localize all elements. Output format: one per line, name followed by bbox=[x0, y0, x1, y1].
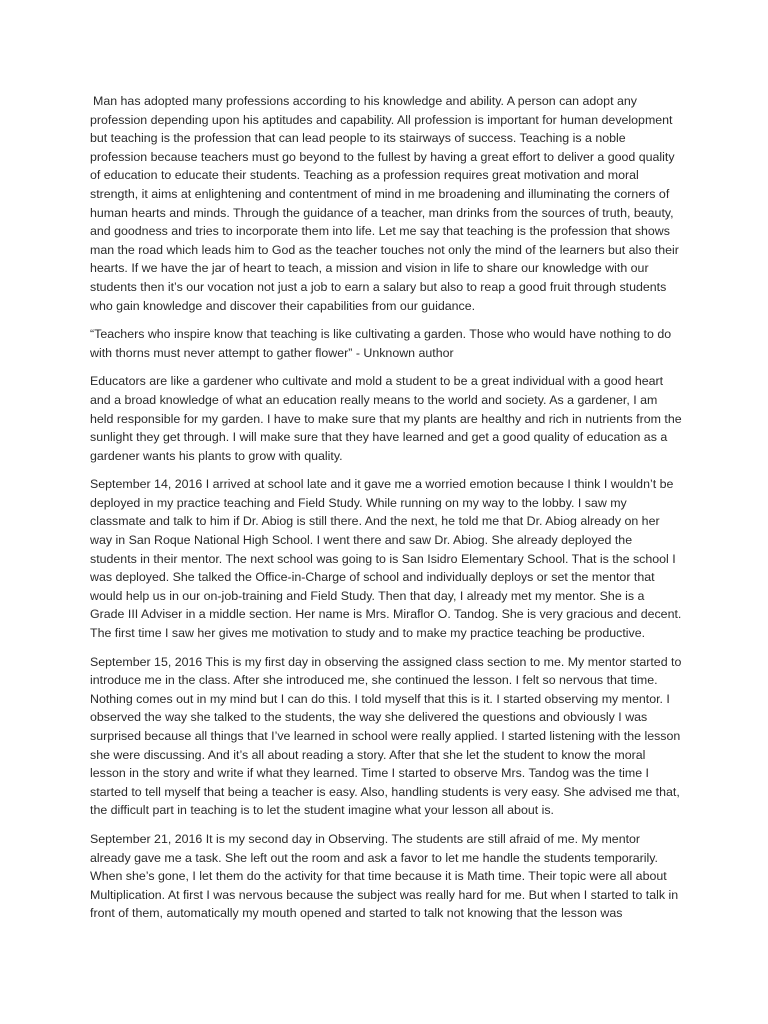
paragraph-sept-14: September 14, 2016 I arrived at school late and it gave me a worried emotion because I think I wouldn’t be deployed in my practice teaching and Field Study. While running on my way to the lobby. I saw my classmate and talk to him if Dr. Abiog is still there. And the next, he told me that Dr. Abiog already on her way in San Roque National High School. I went there and saw Dr. Abiog. She already deployed the students in their mentor. The next school was going to is San Isidro Elementary School. That is the school I was deployed. She talked the Office-in-Charge of school and individually deploys or set the mentor that would help us in our on-job-training and Field Study. Then that day, I already met my mentor. She is a Grade III Adviser in a middle section. Her name is Mrs. Miraflor O. Tandog. She is very gracious and decent. The first time I saw her gives me motivation to study and to make my practice teaching be productive. bbox=[90, 477, 682, 641]
document-body bbox=[90, 92, 682, 933]
paragraph-sept-21: September 21, 2016 It is my second day in Observing. The students are still afraid of me. My mentor already gave me a task. She left out the room and ask a favor to let me handle the students temporarily. When she’s gone, I let them do the activity for that time because it is Math time. Their topic were all about Multiplication. At first I was nervous because the subject was really hard for me. But when I started to talk in front of them, automatically my mouth opened and started to talk not knowing that the lesson was bbox=[90, 831, 679, 921]
paragraph-introduction: Man has adopted many professions according to his knowledge and ability. A person can adopt any profession depending upon his aptitudes and capability. All profession is important for human development but teaching is the profession that can lead people to its stairways of success. Teaching is a noble profession because teachers must go beyond to the fullest by having a great effort to deliver a good quality of education to educate their students. Teaching as a profession requires great motivation and moral strength, it aims at enlightening and contentment of mind in me broadening and illuminating the corners of human hearts and minds. Through the guidance of a teacher, man drinks from the sources of truth, beauty, and goodness and tries to incorporate them into life. Let me say that teaching is the profession that shows man the road which leads him to God as the teacher touches not only the mind of the learners but also their hearts. If we have the jar of heart to teach, a mission and vision in life to share our knowledge with our students then it’s our vocation not just a job to earn a salary but also to reap a good fruit through students who gain knowledge and discover their capabilities from our guidance. bbox=[90, 94, 679, 313]
paragraph-gardener: Educators are like a gardener who cultivate and mold a student to be a great individual with a good heart and a broad knowledge of what an education really means to the world and society. As a gardener, I am held responsible for my garden. I have to make sure that my plants are healthy and rich in nutrients from the sunlight they get through. I will make sure that they have learned and get a good quality of education as a gardener wants his plants to grow with quality. bbox=[90, 374, 682, 463]
paragraph-sept-15: September 15, 2016 This is my first day in observing the assigned class section to me. My mentor started to introduce me in the class. After she introduced me, she continued the lesson. I felt so nervous that time. Nothing comes out in my mind but I can do this. I told myself that this is it. I started observing my mentor. I observed the way she talked to the students, the way she delivered the questions and obviously I was surprised because all things that I’ve learned in school were really applied. I started listening with the lesson she were discussing. And it’s all about reading a story. After that she let the student to know the moral lesson in the story and write if what they learned. Time I started to observe Mrs. Tandog was the time I started to tell myself that being a teacher is easy. Also, handling students is very easy. She advised me that, the difficult part in teaching is to let the student imagine what your lesson all about is. bbox=[90, 654, 682, 818]
paragraph-quote: “Teachers who inspire know that teaching is like cultivating a garden. Those who would have nothing to do with thorns must never attempt to gather flower” - Unknown author bbox=[90, 327, 672, 360]
